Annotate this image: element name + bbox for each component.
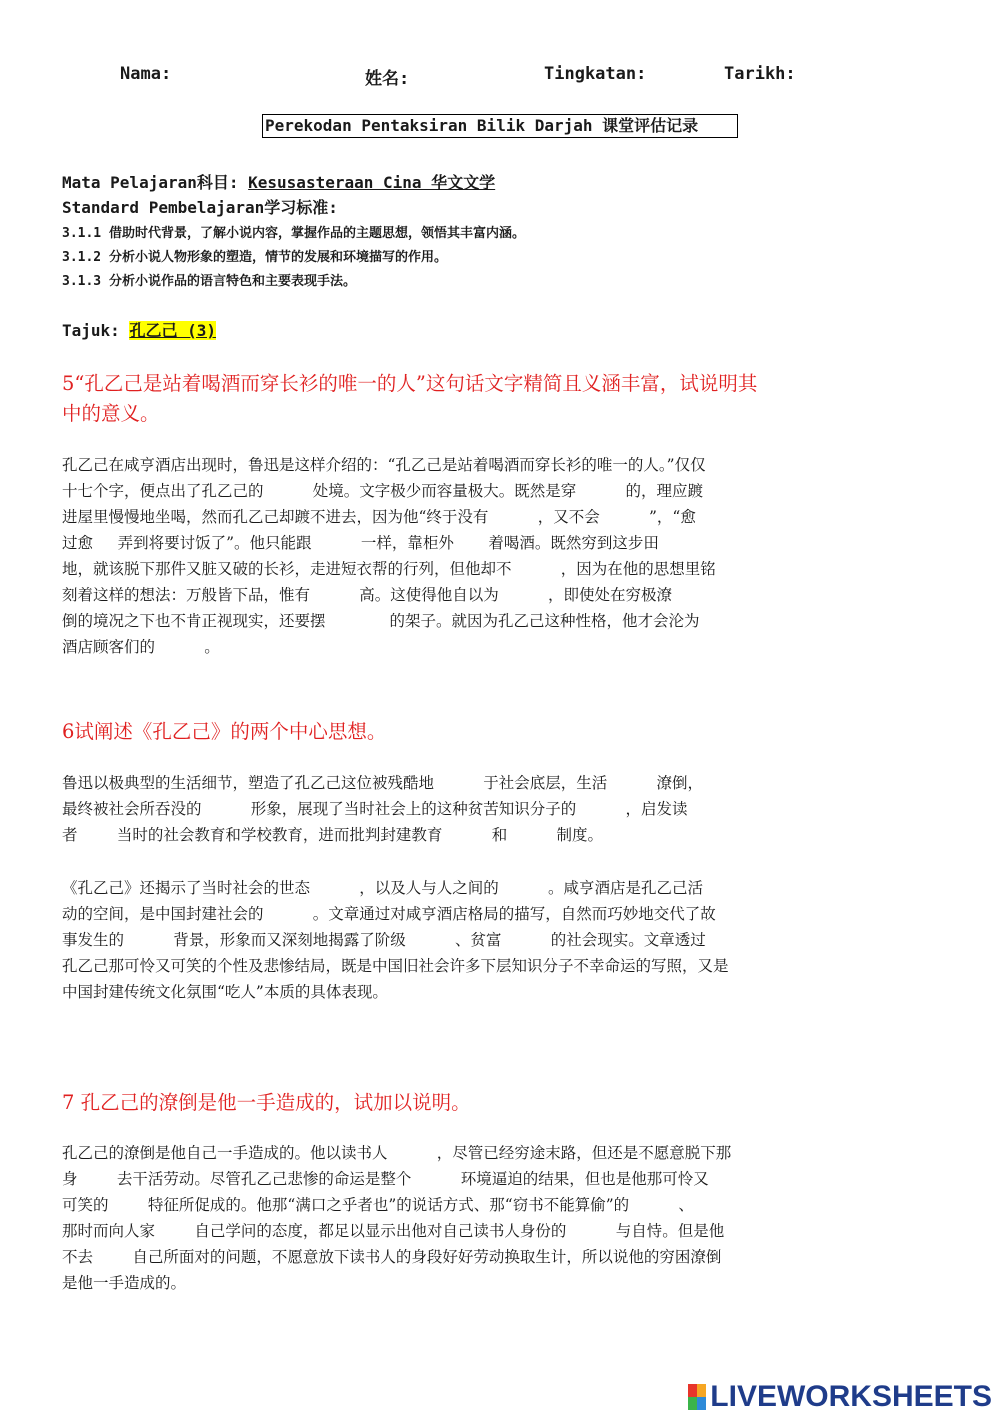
tajuk-label: Tajuk: [62,321,130,340]
standard-item: 3.1.1 借助时代背景，了解小说内容，掌握作品的主题思想，领悟其丰富内涵。 [62,226,525,241]
xingming-label: 姓名: [365,69,410,89]
answer-line: 中国封建传统文化氛围“吃人”本质的具体表现。 [62,983,388,1001]
answer-line: 是他一手造成的。 [62,1274,187,1292]
subject-value: Kesusasteraan Cina 华文文学 [248,173,496,192]
answer-line: 酒店顾客们的 。 [62,638,220,656]
subject-label: Mata Pelajaran科目: [62,173,249,192]
standard-item: 3.1.2 分析小说人物形象的塑造，情节的发展和环境描写的作用。 [62,250,447,265]
answer-line: 刻着这样的想法：万般皆下品，惟有 高。这使得他自以为 ，即使处在穷极潦 [62,586,673,604]
question-5-title: 5“孔乙己是站着喝酒而穿长衫的唯一的人”这句话文字精简且义涵丰富，试说明其 [62,372,758,395]
answer-line: 事发生的 背景，形象而又深刻地揭露了阶级 、贫富 的社会现实。文章透过 [62,931,706,949]
answer-line: 可笑的 特征所促成的。他那“满口之乎者也”的说话方式、那“窃书不能算偷”的 、 [62,1196,694,1214]
answer-line: 孔乙己在咸亨酒店出现时，鲁迅是这样介绍的：“孔乙己是站着喝酒而穿长衫的唯一的人。”仅仅 [62,456,706,474]
answer-line: 十七个字，便点出了孔乙己的 处境。文字极少而容量极大。既然是穿 的，理应踱 [62,482,704,500]
tajuk-line [62,318,216,341]
tajuk-value: 孔乙己 (3) [129,321,216,340]
question-5-title-cont: 中的意义。 [62,402,160,425]
liveworksheets-logo [688,1380,992,1414]
question-7-answer [62,1140,942,1296]
question-6-answer-1 [62,770,942,848]
answer-line: 动的空间，是中国封建社会的 。文章通过对咸亨酒店格局的描写，自然而巧妙地交代了故 [62,905,716,923]
question-6-title: 6试阐述《孔乙己》的两个中心思想。 [62,720,387,743]
answer-line: 地，就该脱下那件又脏又破的长衫，走进短衣帮的行列，但他却不 ，因为在他的思想里铭 [62,560,716,578]
answer-line: 过愈 弄到将要讨饭了”。他只能跟 一样，靠柜外 着喝酒。既然穷到这步田 [62,534,659,552]
answer-line: 《孔乙己》还揭示了当时社会的世态 ，以及人与人之间的 。咸亨酒店是孔乙己活 [62,879,704,897]
answer-line: 那时而向人家 自己学问的态度，都足以显示出他对自己读书人身份的 与自恃。但是他 [62,1222,725,1240]
answer-line: 进屋里慢慢地坐喝，然而孔乙己却踱不进去，因为他“终于没有 ，又不会 ”，“愈 [62,508,696,526]
question-7-title: 7 孔乙己的潦倒是他一手造成的，试加以说明。 [62,1091,471,1114]
answer-line: 身 去干活劳动。尽管孔乙己悲惨的命运是整个 环境逼迫的结果，但也是他那可怜又 [62,1170,709,1188]
answer-line: 孔乙己的潦倒是他自己一手造成的。他以读书人 ，尽管已经穷途末路，但还是不愿意脱下那 [62,1144,732,1162]
answer-line: 者 当时的社会教育和学校教育，进而批判封建教育 和 制度。 [62,826,603,844]
answer-line: 不去 自己所面对的问题，不愿意放下读书人的身段好好劳动换取生计，所以说他的穷困潦倒 [62,1248,722,1266]
answer-line: 鲁迅以极典型的生活细节，塑造了孔乙己这位被残酷地 于社会底层，生活 潦倒， [62,774,704,792]
document-banner: Perekodan Pentaksiran Bilik Darjah 课堂评估记录 [262,114,738,138]
answer-line: 最终被社会所吞没的 形象，展现了当时社会上的这种贫苦知识分子的 ，启发读 [62,800,688,818]
question-5-answer [62,452,942,660]
logo-text: LIVEWORKSHEETS [710,1380,992,1413]
logo-badge-icon [688,1384,706,1410]
answer-line: 孔乙己那可怜又可笑的个性及悲惨结局，既是中国旧社会许多下层知识分子不幸命运的写照，又是 [62,957,729,975]
tingkatan-label: Tingkatan: [544,64,647,84]
answer-line: 倒的境况之下也不肯正视现实，还要摆 的架子。就因为孔乙己这种性格，他才会沦为 [62,612,700,630]
nama-label: Nama: [120,64,172,84]
question-6-answer-2 [62,875,942,1005]
subject-line [62,170,495,193]
standard-item: 3.1.3 分析小说作品的语言特色和主要表现手法。 [62,274,356,289]
standard-label: Standard Pembelajaran学习标准: [62,198,338,217]
tarikh-label: Tarikh: [724,64,796,84]
